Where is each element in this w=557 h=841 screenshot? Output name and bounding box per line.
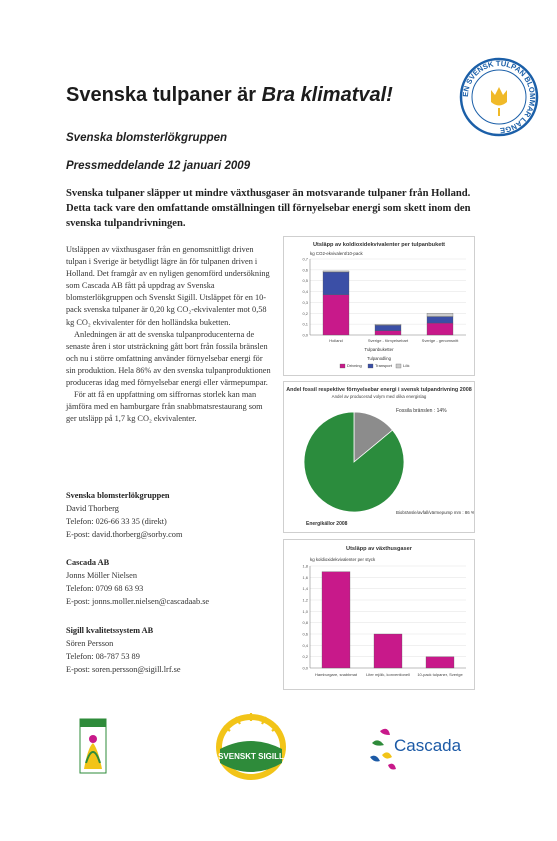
- x-axis-label: Tulpanbuketter: [364, 347, 394, 352]
- y-tick-label: 0,3: [302, 299, 308, 305]
- x-tick-label: Liter mjölk, konventionell: [366, 672, 410, 677]
- body-paragraph: Anledningen är att de svenska tulpanproducenterna de senaste åren i stor utsträckning gått bort från fossila bränslen och nu i större omfattning använder förnyelsebar energi för sin produktion. Hela 86% av den svenska tulpanproduktionen produceras idag med förnyelsebar energi eller värmepumpar.: [66, 329, 271, 388]
- chart-ghg-svg: [284, 540, 474, 689]
- y-tick-label: 0,2: [302, 310, 308, 316]
- y-tick-label: 1,2: [302, 597, 308, 603]
- bar-segment: [427, 317, 453, 324]
- y-tick-label: 0,6: [302, 267, 308, 273]
- chart-title: Utsläpp av växthusgaser: [346, 546, 412, 552]
- y-tick-label: 1,8: [302, 563, 308, 569]
- y-tick-label: 1,0: [302, 608, 308, 614]
- contact-email[interactable]: E-post: jonns.moller.nielsen@cascadaab.se: [66, 597, 210, 606]
- subtitle: Svenska blomsterlökgruppen: [66, 132, 228, 144]
- contact-name: Jonns Möller Nielsen: [66, 571, 137, 580]
- bar: [322, 572, 350, 668]
- body-text: [66, 244, 272, 425]
- contact-org: Sigill kvalitetssystem AB: [66, 626, 154, 635]
- chart-title: Andel fossil respektive förnyelsebar energi i svensk tulpandrivning 2008: [286, 387, 472, 393]
- chart-pie-svg: [284, 382, 474, 532]
- chart-subtitle: Andel av producerad volym med olika energislag: [331, 394, 427, 399]
- bar-segment: [323, 295, 349, 335]
- body-paragraph: Utsläppen av växthusgaser från en genomsnittligt driven tulpan i Sverige är betydligt lägre än för tulpanen driven i Holland. Det framgår av en nyligen genomförd undersökning som Cascada AB fått på uppdrag av Svenska blomsterlökgruppen och Svenskt Sigill. Utsläppet för en 10-pack svenska tulpaner är 0,20 kg CO₂-ekvivalenter mot 0,58 kg CO₂ ekvivalenter för den holländska buketten.: [66, 245, 270, 327]
- bar: [374, 634, 402, 668]
- y-tick-label: 0,8: [302, 620, 308, 626]
- legend-title: Tulpanodling: [367, 356, 391, 361]
- lead-paragraph: Svenska tulpaner släpper ut mindre växthusgaser än motsvarande tulpaner från Holland. Detta tack vare den omfattande omställningen till förnyelsebar energi som skett inom den svenska tulpandrivningen.: [66, 188, 471, 229]
- y-tick-label: 0,1: [302, 321, 308, 327]
- bar: [426, 657, 454, 668]
- chart-co2-svg: [284, 237, 474, 375]
- legend-label: Transport: [375, 363, 392, 368]
- y-tick-label: 0,6: [302, 631, 308, 637]
- y-tick-label: 0,2: [302, 654, 308, 660]
- badge-ring-text: EN SVENSK TULPAN BLOMMAR LÄNGE: [460, 58, 538, 136]
- y-tick-label: 0,0: [302, 332, 308, 338]
- legend-swatch: [396, 364, 401, 368]
- tulip-badge: [458, 56, 540, 138]
- y-tick-label: 1,4: [302, 586, 308, 592]
- contact-org: Cascada AB: [66, 558, 110, 567]
- page-title: [66, 84, 393, 107]
- legend-label: Drivning: [347, 363, 362, 368]
- cascada-logo-icon: [366, 721, 466, 777]
- bar-segment: [427, 313, 453, 316]
- svenskt-sigill-logo: [212, 711, 290, 783]
- chart-energy-pie: [283, 381, 475, 533]
- bar-segment: [375, 331, 401, 335]
- pie-label: Energikällor 2008: [306, 521, 348, 527]
- x-tick-label: Hamburgare, snabbmat: [314, 672, 358, 677]
- y-axis-label: kg koldioxidekvivalenter per styck: [310, 557, 376, 562]
- contact-email[interactable]: E-post: david.thorberg@sorby.com: [66, 530, 183, 539]
- cascada-logo: [366, 721, 466, 777]
- bar-segment: [323, 271, 349, 272]
- tulip-badge-icon: [458, 56, 540, 138]
- contact-org: Svenska blomsterlökgruppen: [66, 491, 170, 500]
- press-release-date: Pressmeddelande 12 januari 2009: [66, 160, 251, 172]
- pie-annotation: Biobränsle/avfall/värmepump mm : 86 %: [396, 510, 474, 515]
- y-tick-label: 0,5: [302, 278, 308, 284]
- blomsterlok-logo: [74, 713, 114, 775]
- y-tick-label: 0,4: [302, 289, 308, 295]
- y-axis-label: kg CO2-ekvivalent/10-pack: [310, 251, 363, 256]
- x-tick-label: Holland: [329, 338, 343, 343]
- legend-label: Lök: [403, 363, 410, 368]
- title-italic-text: Bra klimatval!: [261, 84, 393, 106]
- sigill-logo-text: SVENSKT SIGILL: [218, 752, 284, 761]
- contact-name: Sören Persson: [66, 639, 114, 648]
- x-tick-label: Sverige - genomsnitt: [421, 338, 459, 343]
- chart-title: Utsläpp av koldioxidekvivalenter per tulpanbukett: [312, 242, 446, 248]
- legend-swatch: [340, 364, 345, 368]
- bar-segment: [375, 325, 401, 330]
- contact-name: David Thorberg: [66, 504, 119, 513]
- contact-block: [66, 489, 266, 541]
- chart-ghg-comparison: [283, 539, 475, 690]
- y-tick-label: 0,0: [302, 665, 308, 671]
- body-paragraph: För att få en uppfattning om siffrornas storlek kan man jämföra med en hamburgare från snabbmatsrestaurang som ger utsläpp på 1,7 kg CO₂ ekvivalenter.: [66, 390, 263, 424]
- y-tick-label: 1,6: [302, 574, 308, 580]
- y-tick-label: 0,4: [302, 642, 308, 648]
- blomsterlok-logo-icon: [74, 713, 114, 775]
- contact-block: [66, 624, 266, 676]
- y-tick-label: 0,7: [302, 256, 308, 262]
- contact-phone: Telefon: 08-787 53 89: [66, 652, 140, 661]
- title-text: Svenska tulpaner är: [66, 84, 262, 106]
- contact-phone: Telefon: 0709 68 63 93: [66, 584, 144, 593]
- sigill-logo-icon: [212, 711, 290, 783]
- bar-segment: [427, 323, 453, 335]
- cascada-logo-text: Cascada: [394, 736, 462, 755]
- pie-label: Fossila bränslen : 14%: [396, 408, 447, 414]
- x-tick-label: 10-pack tulpaner, Sverige: [417, 672, 463, 677]
- contact-email[interactable]: E-post: soren.persson@sigill.lrf.se: [66, 665, 181, 674]
- contact-phone: Telefon: 026-66 33 35 (direkt): [66, 517, 167, 526]
- bar-segment: [323, 272, 349, 295]
- chart-co2-per-bouquet: [283, 236, 475, 376]
- contact-block: [66, 556, 266, 608]
- x-tick-label: Sverige - förnyelsebart: [367, 338, 409, 343]
- legend-swatch: [368, 364, 373, 368]
- bar-segment: [375, 324, 401, 325]
